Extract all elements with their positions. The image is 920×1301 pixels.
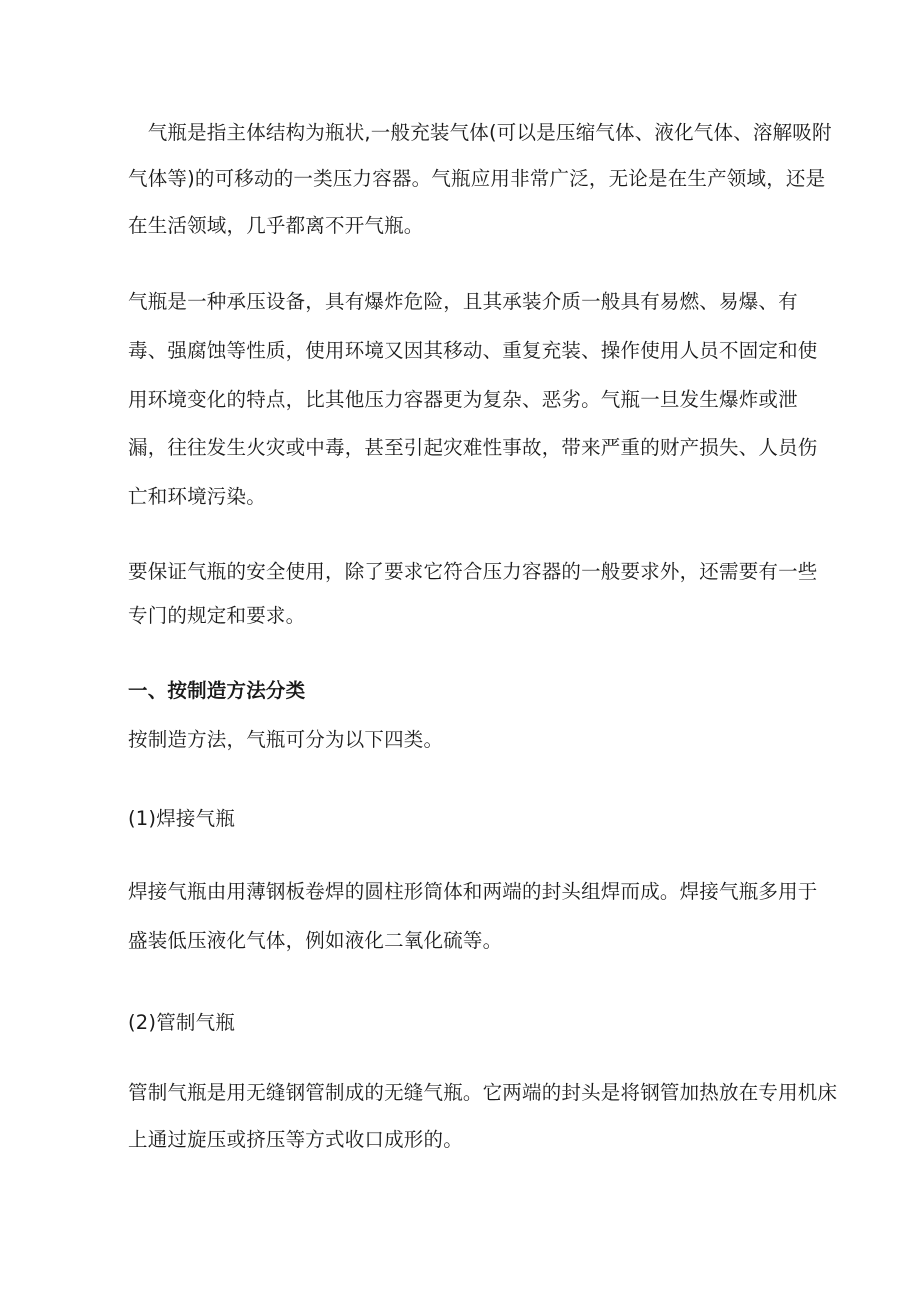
paragraph-3-line-1: 要保证气瓶的安全使用，除了要求它符合压力容器的一般要求外，还需要有一些 — [128, 560, 818, 583]
paragraph-2-line-4: 漏，往往发生火灾或中毒，甚至引起灾难性事故，带来严重的财产损失、人员伤 — [128, 436, 818, 459]
subsection-2-line-2: 上通过旋压或挤压等方式收口成形的。 — [128, 1128, 463, 1151]
paragraph-2-line-3: 用环境变化的特点，比其他压力容器更为复杂、恶劣。气瓶一旦发生爆炸或泄 — [128, 388, 798, 411]
section-1-heading: 一、按制造方法分类 — [128, 679, 306, 702]
subsection-2-heading: (2)管制气瓶 — [128, 1011, 236, 1034]
paragraph-1-line-2: 气体等)的可移动的一类压力容器。气瓶应用非常广泛，无论是在生产领域，还是 — [128, 167, 826, 190]
paragraph-1-line-3: 在生活领域，几乎都离不开气瓶。 — [128, 214, 424, 237]
paragraph-2-line-5: 亡和环境污染。 — [128, 485, 266, 508]
subsection-1-line-2: 盛装低压液化气体，例如液化二氧化硫等。 — [128, 929, 503, 952]
paragraph-2-line-2: 毒、强腐蚀等性质，使用环境又因其移动、重复充装、操作使用人员不固定和使 — [128, 339, 818, 362]
subsection-1-heading: (1)焊接气瓶 — [128, 807, 236, 830]
paragraph-3-line-2: 专门的规定和要求。 — [128, 604, 306, 627]
subsection-2-line-1: 管制气瓶是用无缝钢管制成的无缝气瓶。它两端的封头是将钢管加热放在专用机床 — [128, 1081, 838, 1104]
section-1-intro: 按制造方法，气瓶可分为以下四类。 — [128, 728, 444, 751]
paragraph-1-line-1: 气瓶是指主体结构为瓶状,一般充装气体(可以是压缩气体、液化气体、溶解吸附 — [128, 121, 832, 144]
paragraph-2-line-1: 气瓶是一种承压设备，具有爆炸危险，且其承装介质一般具有易燃、易爆、有 — [128, 290, 798, 313]
subsection-1-line-1: 焊接气瓶由用薄钢板卷焊的圆柱形筒体和两端的封头组焊而成。焊接气瓶多用于 — [128, 880, 818, 903]
